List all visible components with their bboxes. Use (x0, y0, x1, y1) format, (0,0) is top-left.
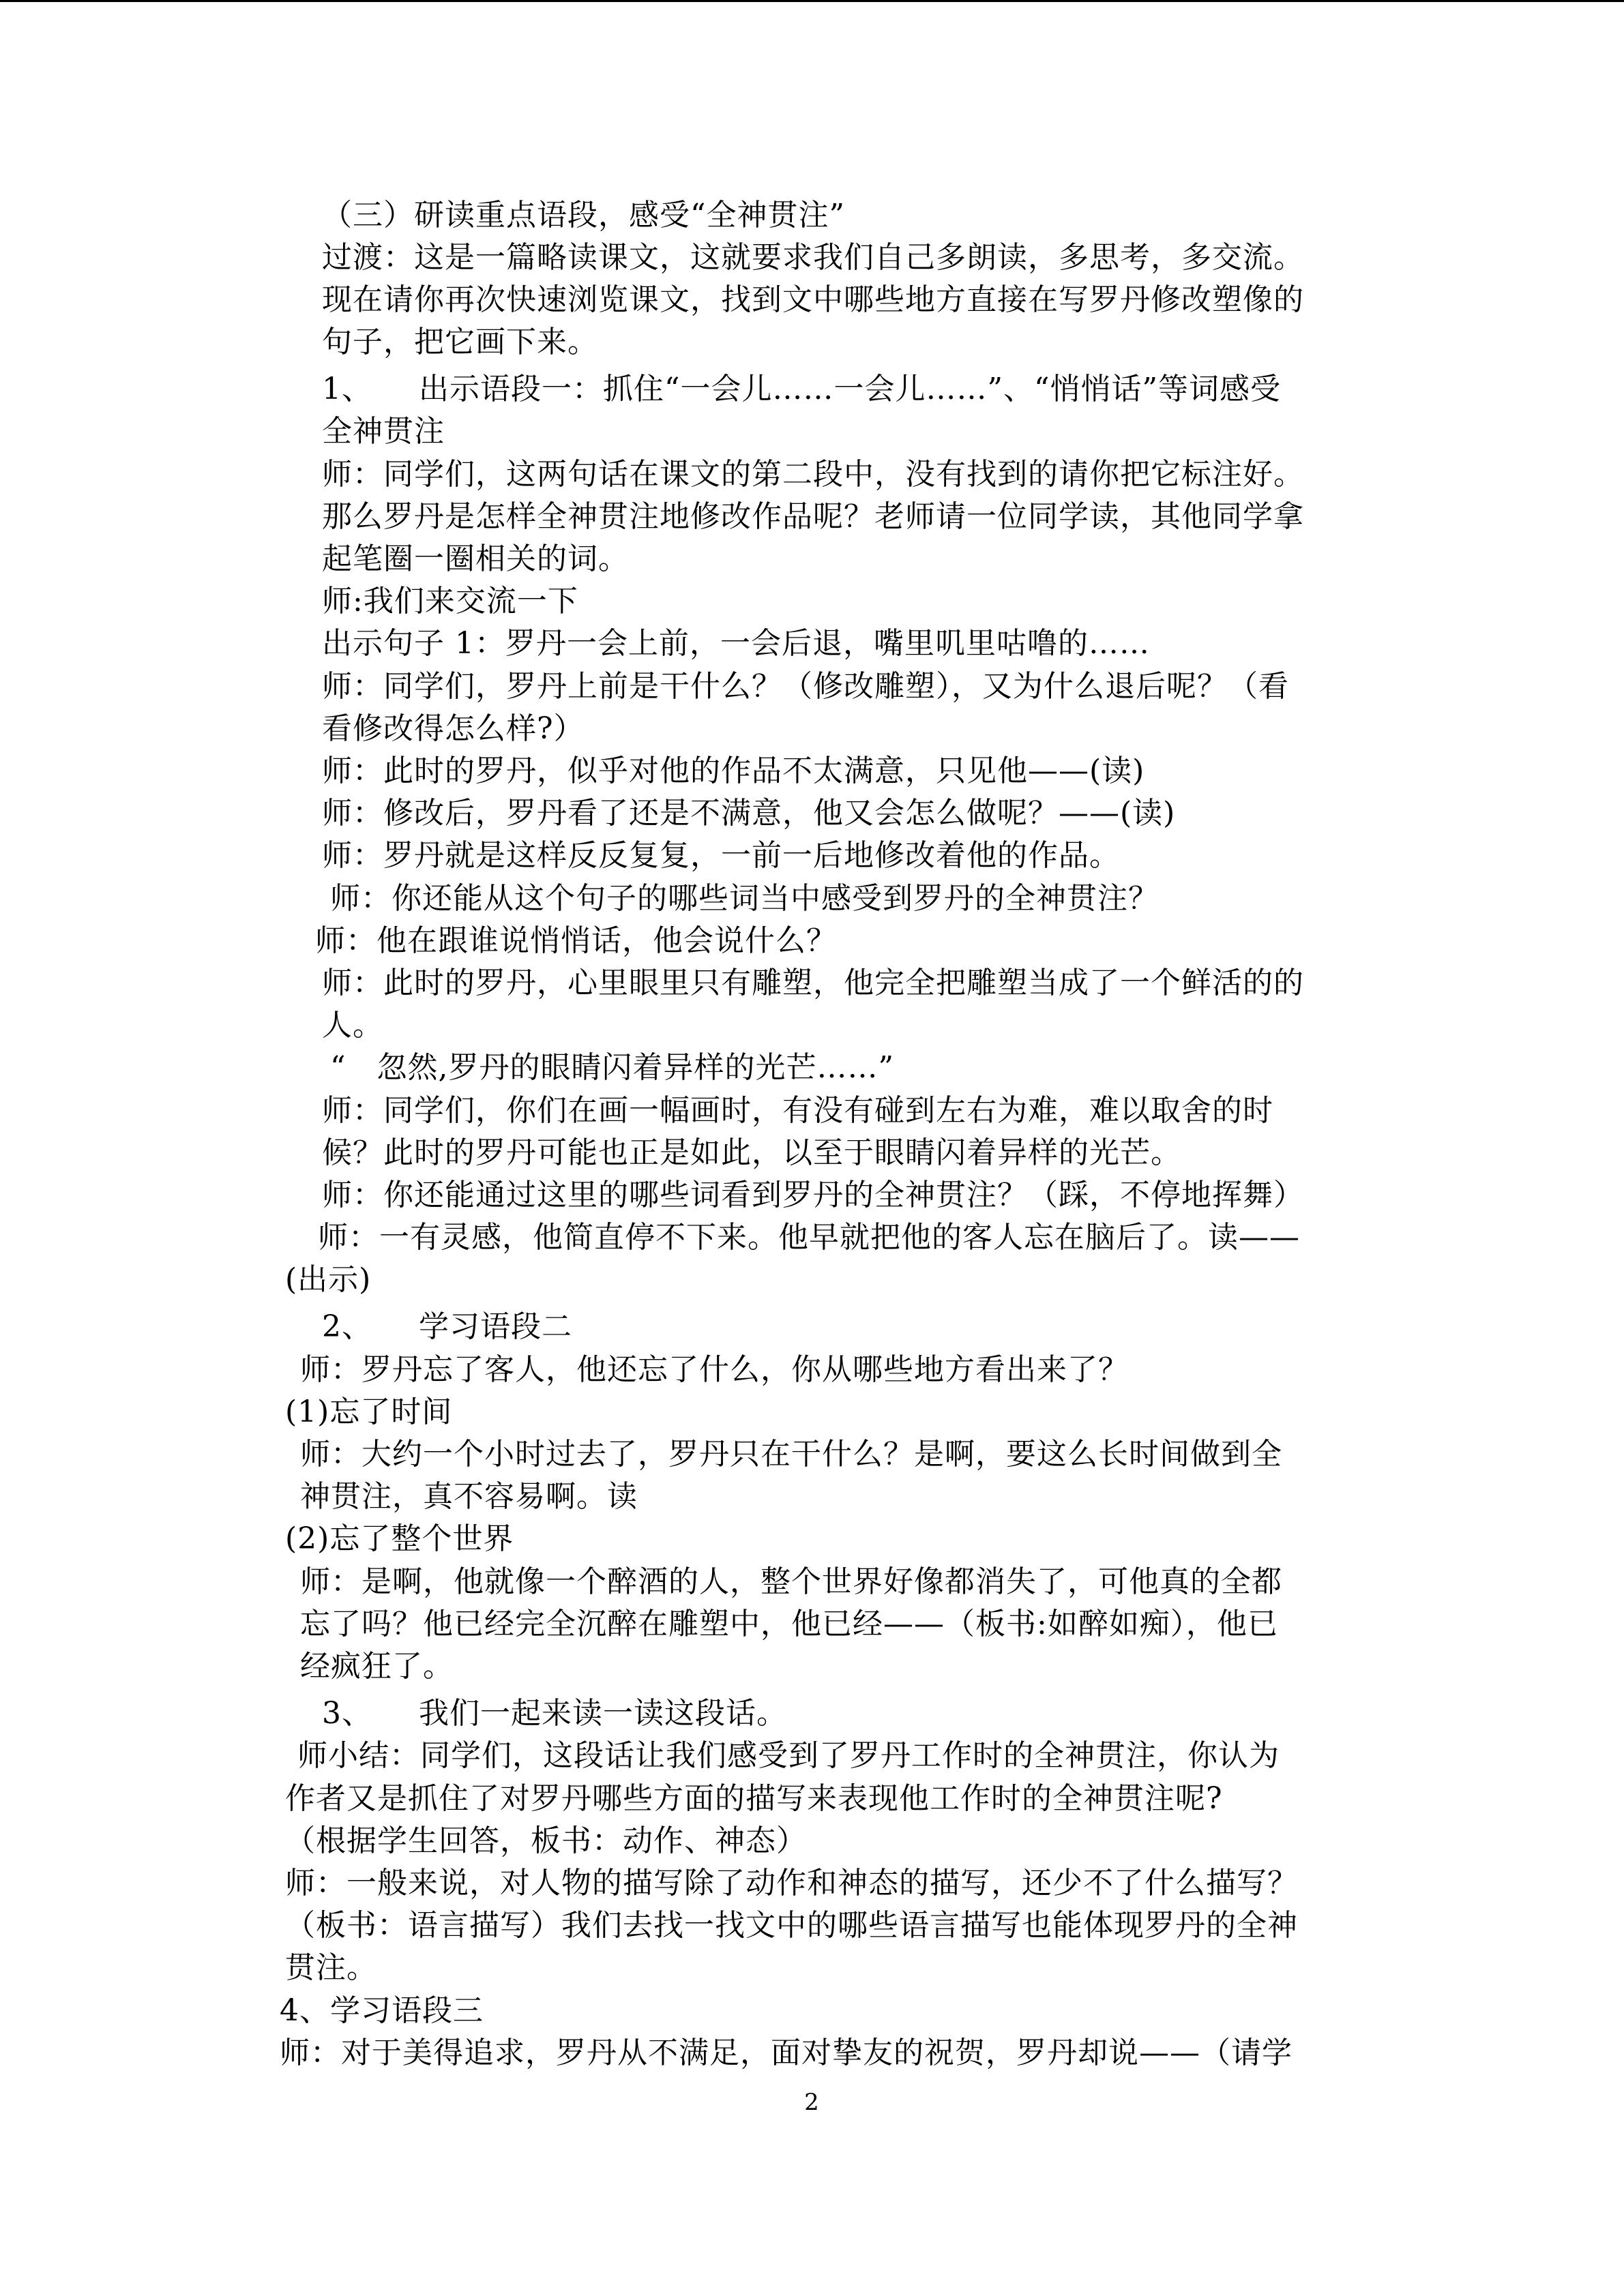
paragraph-line: 师：同学们，罗丹上前是干什么？（修改雕塑），又为什么退后呢？（看 (322, 669, 1289, 704)
paragraph-line: 师：你还能通过这里的哪些词看到罗丹的全神贯注？（踩，不停地挥舞） (322, 1178, 1304, 1212)
section-heading: （三）研读重点语段，感受“全神贯注” (322, 198, 845, 233)
paragraph-line: 师：罗丹忘了客人，他还忘了什么，你从哪些地方看出来了？ (300, 1352, 1129, 1387)
quote-line: “ 忽然,罗丹的眼睛闪着异样的光芒……” (330, 1050, 894, 1085)
paragraph-line: （根据学生回答，板书：动作、神态） (285, 1823, 807, 1858)
paragraph-line: 经疯狂了。 (300, 1649, 454, 1684)
paragraph-line: 师：此时的罗丹，似乎对他的作品不太满意，只见他——(读) (322, 754, 1145, 788)
paragraph-line: 师：你还能从这个句子的哪些词当中感受到罗丹的全神贯注？ (330, 881, 1159, 916)
paragraph-line: 出示句子 1：罗丹一会上前，一会后退，嘴里叽里咕噜的…… (322, 626, 1150, 661)
paragraph-line: 师:我们来交流一下 (322, 584, 578, 618)
paragraph-line: 师小结：同学们，这段话让我们感受到了罗丹工作时的全神贯注，你认为 (297, 1738, 1280, 1773)
paragraph-line: 贯注。 (285, 1950, 377, 1985)
subsection-heading: (1)忘了时间 (285, 1395, 453, 1429)
paragraph-line: 师：同学们，你们在画一幅画时，有没有碰到左右为难，难以取舍的时 (322, 1093, 1273, 1128)
list-item-heading: 3、 我们一起来读一读这段话。 (322, 1696, 787, 1731)
paragraph-line: 师：同学们，这两句话在课文的第二段中，没有找到的请你把它标注好。 (322, 457, 1304, 492)
paragraph-line: 看修改得怎么样?） (322, 711, 585, 746)
paragraph-line: 作者又是抓住了对罗丹哪些方面的描写来表现他工作时的全神贯注呢? (285, 1781, 1223, 1816)
list-item-heading: 1、 出示语段一：抓住“一会儿……一会儿……”、“悄悄话”等词感受 (322, 372, 1281, 406)
paragraph-line: 人。 (322, 1008, 383, 1043)
paragraph-line: 神贯注，真不容易啊。读 (300, 1479, 638, 1514)
page-number: 2 (804, 2089, 819, 2116)
paragraph-line: 忘了吗？他已经完全沉醉在雕塑中，他已经——（板书:如醉如痴），他已 (300, 1607, 1278, 1641)
paragraph-line: 那么罗丹是怎样全神贯注地修改作品呢？老师请一位同学读，其他同学拿 (322, 499, 1304, 534)
paragraph-line: 候？此时的罗丹可能也正是如此，以至于眼睛闪着异样的光芒。 (322, 1135, 1181, 1170)
paragraph-line: 师：一有灵感，他简直停不下来。他早就把他的客人忘在脑后了。读—— (318, 1220, 1300, 1255)
paragraph-line: 过渡：这是一篇略读课文，这就要求我们自己多朗读，多思考，多交流。 (322, 240, 1304, 275)
paragraph-line: 现在请你再次快速浏览课文，找到文中哪些地方直接在写罗丹修改塑像的 (322, 282, 1304, 317)
paragraph-line: 师：是啊，他就像一个醉酒的人，整个世界好像都消失了，可他真的全都 (300, 1564, 1282, 1599)
paragraph-line: 句子，把它画下来。 (322, 325, 598, 359)
paragraph-line: 全神贯注 (322, 414, 445, 449)
list-item-heading: 2、 学习语段二 (322, 1309, 572, 1344)
paragraph-line: 师：罗丹就是这样反反复复，一前一后地修改着他的作品。 (322, 838, 1120, 873)
paragraph-line: 起笔圈一圈相关的词。 (322, 541, 629, 576)
paragraph-line: （板书：语言描写）我们去找一找文中的哪些语言描写也能体现罗丹的全神 (285, 1908, 1298, 1943)
paragraph-line: 师：对于美得追求，罗丹从不满足，面对挚友的祝贺，罗丹却说——（请学 (280, 2036, 1293, 2070)
paragraph-line: 师：此时的罗丹，心里眼里只有雕塑，他完全把雕塑当成了一个鲜活的的 (322, 966, 1304, 1000)
paragraph-line: 师：大约一个小时过去了，罗丹只在干什么？是啊，要这么长时间做到全 (300, 1437, 1282, 1472)
subsection-heading: (2)忘了整个世界 (285, 1521, 514, 1556)
paragraph-line: 师：一般来说，对人物的描写除了动作和神态的描写，还少不了什么描写？ (285, 1866, 1298, 1900)
paragraph-line: (出示) (285, 1262, 372, 1297)
list-item-heading: 4、学习语段三 (280, 1993, 484, 2028)
paragraph-line: 师：他在跟谁说悄悄话，他会说什么？ (315, 923, 837, 958)
paragraph-line: 师：修改后，罗丹看了还是不满意，他又会怎么做呢？——(读) (322, 796, 1176, 831)
